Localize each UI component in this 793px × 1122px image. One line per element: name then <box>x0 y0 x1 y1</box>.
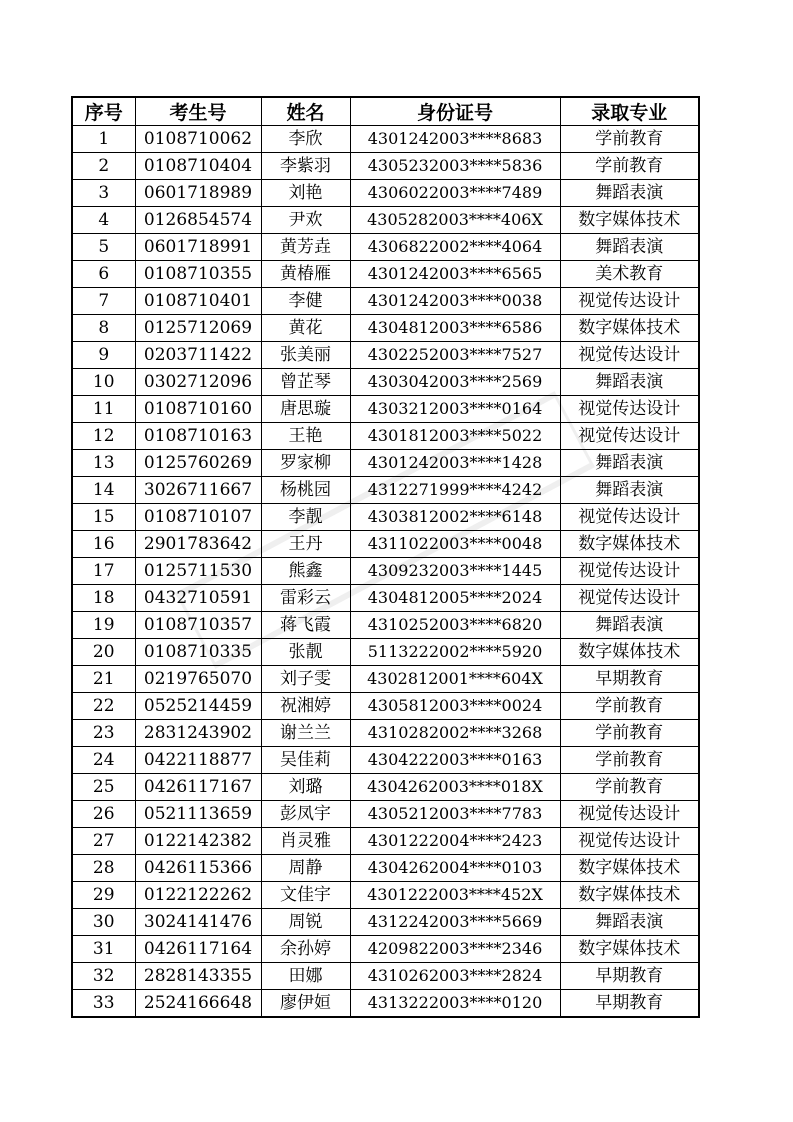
id-number-cell: 4305282003****406X <box>350 207 560 234</box>
name-cell: 田娜 <box>261 963 350 990</box>
major-cell: 舞蹈表演 <box>560 234 699 261</box>
table-row <box>72 315 699 342</box>
id-number-cell: 4310282002****3268 <box>350 720 560 747</box>
name-cell: 蒋飞霞 <box>261 612 350 639</box>
table-row <box>72 882 699 909</box>
name-cell: 彭凤宇 <box>261 801 350 828</box>
serial-number-cell: 14 <box>72 477 135 504</box>
table-row <box>72 612 699 639</box>
candidate-number-cell: 0108710404 <box>135 153 261 180</box>
table-row <box>72 531 699 558</box>
table-row <box>72 693 699 720</box>
table-row <box>72 963 699 990</box>
serial-number-cell: 2 <box>72 153 135 180</box>
table-row <box>72 909 699 936</box>
major-cell: 早期教育 <box>560 666 699 693</box>
candidate-number-cell: 0422118877 <box>135 747 261 774</box>
major-cell: 视觉传达设计 <box>560 585 699 612</box>
id-number-cell: 4304812003****6586 <box>350 315 560 342</box>
candidate-number-cell: 0525214459 <box>135 693 261 720</box>
name-cell: 张靓 <box>261 639 350 666</box>
name-cell: 王丹 <box>261 531 350 558</box>
major-cell: 视觉传达设计 <box>560 558 699 585</box>
name-cell: 曾芷琴 <box>261 369 350 396</box>
name-cell: 李健 <box>261 288 350 315</box>
major-cell: 学前教育 <box>560 153 699 180</box>
serial-number-cell: 1 <box>72 126 135 153</box>
major-cell: 数字媒体技术 <box>560 936 699 963</box>
major-cell: 学前教育 <box>560 720 699 747</box>
candidate-number-cell: 0125760269 <box>135 450 261 477</box>
name-cell: 罗家柳 <box>261 450 350 477</box>
major-cell: 学前教育 <box>560 693 699 720</box>
candidate-number-cell: 0108710107 <box>135 504 261 531</box>
candidate-number-cell: 0108710160 <box>135 396 261 423</box>
header-serial-number: 序号 <box>72 97 135 126</box>
candidate-number-cell: 0521113659 <box>135 801 261 828</box>
candidate-number-cell: 2828143355 <box>135 963 261 990</box>
table-header <box>72 97 699 126</box>
table-row <box>72 639 699 666</box>
serial-number-cell: 6 <box>72 261 135 288</box>
candidate-number-cell: 0108710163 <box>135 423 261 450</box>
major-cell: 美术教育 <box>560 261 699 288</box>
candidate-number-cell: 0601718989 <box>135 180 261 207</box>
candidate-number-cell: 0108710355 <box>135 261 261 288</box>
candidate-number-cell: 0432710591 <box>135 585 261 612</box>
name-cell: 张美丽 <box>261 342 350 369</box>
id-number-cell: 4301222003****452X <box>350 882 560 909</box>
serial-number-cell: 20 <box>72 639 135 666</box>
table-row <box>72 126 699 153</box>
table-row <box>72 396 699 423</box>
major-cell: 早期教育 <box>560 963 699 990</box>
major-cell: 视觉传达设计 <box>560 801 699 828</box>
candidate-number-cell: 0125711530 <box>135 558 261 585</box>
table-row <box>72 153 699 180</box>
id-number-cell: 4311022003****0048 <box>350 531 560 558</box>
header-row <box>72 97 699 126</box>
table-row <box>72 288 699 315</box>
candidate-number-cell: 0108710357 <box>135 612 261 639</box>
major-cell: 数字媒体技术 <box>560 639 699 666</box>
table-row <box>72 774 699 801</box>
id-number-cell: 4301242003****8683 <box>350 126 560 153</box>
major-cell: 视觉传达设计 <box>560 828 699 855</box>
table-row <box>72 855 699 882</box>
name-cell: 李欣 <box>261 126 350 153</box>
candidate-number-cell: 0122142382 <box>135 828 261 855</box>
serial-number-cell: 29 <box>72 882 135 909</box>
id-number-cell: 5113222002****5920 <box>350 639 560 666</box>
candidate-number-cell: 0219765070 <box>135 666 261 693</box>
candidate-number-cell: 0125712069 <box>135 315 261 342</box>
major-cell: 视觉传达设计 <box>560 423 699 450</box>
candidate-number-cell: 0601718991 <box>135 234 261 261</box>
id-number-cell: 4301222004****2423 <box>350 828 560 855</box>
major-cell: 视觉传达设计 <box>560 342 699 369</box>
serial-number-cell: 30 <box>72 909 135 936</box>
id-number-cell: 4310262003****2824 <box>350 963 560 990</box>
major-cell: 学前教育 <box>560 126 699 153</box>
serial-number-cell: 12 <box>72 423 135 450</box>
table-row <box>72 342 699 369</box>
id-number-cell: 4306822002****4064 <box>350 234 560 261</box>
header-candidate-number: 考生号 <box>135 97 261 126</box>
table-row <box>72 369 699 396</box>
serial-number-cell: 10 <box>72 369 135 396</box>
table-body <box>72 126 699 1018</box>
id-number-cell: 4301242003****1428 <box>350 450 560 477</box>
name-cell: 吴佳莉 <box>261 747 350 774</box>
table-row <box>72 666 699 693</box>
major-cell: 数字媒体技术 <box>560 315 699 342</box>
header-name: 姓名 <box>261 97 350 126</box>
candidate-number-cell: 0122122262 <box>135 882 261 909</box>
candidate-number-cell: 0126854574 <box>135 207 261 234</box>
id-number-cell: 4310252003****6820 <box>350 612 560 639</box>
table-row <box>72 423 699 450</box>
name-cell: 刘艳 <box>261 180 350 207</box>
name-cell: 刘璐 <box>261 774 350 801</box>
major-cell: 数字媒体技术 <box>560 882 699 909</box>
table-row <box>72 180 699 207</box>
id-number-cell: 4306022003****7489 <box>350 180 560 207</box>
table-row <box>72 747 699 774</box>
serial-number-cell: 32 <box>72 963 135 990</box>
name-cell: 王艳 <box>261 423 350 450</box>
serial-number-cell: 22 <box>72 693 135 720</box>
serial-number-cell: 33 <box>72 990 135 1018</box>
id-number-cell: 4304222003****0163 <box>350 747 560 774</box>
name-cell: 雷彩云 <box>261 585 350 612</box>
id-number-cell: 4312242003****5669 <box>350 909 560 936</box>
major-cell: 数字媒体技术 <box>560 207 699 234</box>
serial-number-cell: 7 <box>72 288 135 315</box>
table-row <box>72 936 699 963</box>
name-cell: 文佳宇 <box>261 882 350 909</box>
name-cell: 唐思璇 <box>261 396 350 423</box>
serial-number-cell: 15 <box>72 504 135 531</box>
id-number-cell: 4301242003****0038 <box>350 288 560 315</box>
id-number-cell: 4301242003****6565 <box>350 261 560 288</box>
major-cell: 舞蹈表演 <box>560 369 699 396</box>
admission-list-sheet <box>71 96 700 1018</box>
table-row <box>72 477 699 504</box>
id-number-cell: 4303812002****6148 <box>350 504 560 531</box>
id-number-cell: 4303212003****0164 <box>350 396 560 423</box>
id-number-cell: 4312271999****4242 <box>350 477 560 504</box>
candidate-number-cell: 3024141476 <box>135 909 261 936</box>
serial-number-cell: 11 <box>72 396 135 423</box>
serial-number-cell: 21 <box>72 666 135 693</box>
serial-number-cell: 27 <box>72 828 135 855</box>
candidate-number-cell: 0108710062 <box>135 126 261 153</box>
major-cell: 视觉传达设计 <box>560 504 699 531</box>
major-cell: 舞蹈表演 <box>560 180 699 207</box>
table-row <box>72 990 699 1018</box>
major-cell: 舞蹈表演 <box>560 477 699 504</box>
id-number-cell: 4305232003****5836 <box>350 153 560 180</box>
serial-number-cell: 24 <box>72 747 135 774</box>
name-cell: 李靓 <box>261 504 350 531</box>
id-number-cell: 4305812003****0024 <box>350 693 560 720</box>
serial-number-cell: 5 <box>72 234 135 261</box>
serial-number-cell: 18 <box>72 585 135 612</box>
serial-number-cell: 17 <box>72 558 135 585</box>
serial-number-cell: 16 <box>72 531 135 558</box>
table-row <box>72 234 699 261</box>
name-cell: 廖伊姮 <box>261 990 350 1018</box>
serial-number-cell: 26 <box>72 801 135 828</box>
table-row <box>72 450 699 477</box>
table-row <box>72 720 699 747</box>
major-cell: 学前教育 <box>560 774 699 801</box>
table-row <box>72 207 699 234</box>
table-row <box>72 261 699 288</box>
serial-number-cell: 4 <box>72 207 135 234</box>
table-row <box>72 558 699 585</box>
header-admitted-major: 录取专业 <box>560 97 699 126</box>
name-cell: 熊鑫 <box>261 558 350 585</box>
name-cell: 肖灵雅 <box>261 828 350 855</box>
name-cell: 刘子雯 <box>261 666 350 693</box>
name-cell: 周静 <box>261 855 350 882</box>
name-cell: 余孙婷 <box>261 936 350 963</box>
serial-number-cell: 19 <box>72 612 135 639</box>
name-cell: 杨桃园 <box>261 477 350 504</box>
serial-number-cell: 25 <box>72 774 135 801</box>
id-number-cell: 4302812001****604X <box>350 666 560 693</box>
id-number-cell: 4304262003****018X <box>350 774 560 801</box>
admission-table <box>71 96 700 1018</box>
id-number-cell: 4304262004****0103 <box>350 855 560 882</box>
candidate-number-cell: 2524166648 <box>135 990 261 1018</box>
name-cell: 黄芳垚 <box>261 234 350 261</box>
table-row <box>72 585 699 612</box>
table-row <box>72 801 699 828</box>
serial-number-cell: 13 <box>72 450 135 477</box>
id-number-cell: 4309232003****1445 <box>350 558 560 585</box>
candidate-number-cell: 0108710335 <box>135 639 261 666</box>
major-cell: 视觉传达设计 <box>560 396 699 423</box>
serial-number-cell: 8 <box>72 315 135 342</box>
candidate-number-cell: 2831243902 <box>135 720 261 747</box>
major-cell: 数字媒体技术 <box>560 531 699 558</box>
serial-number-cell: 23 <box>72 720 135 747</box>
name-cell: 周锐 <box>261 909 350 936</box>
name-cell: 李紫羽 <box>261 153 350 180</box>
major-cell: 数字媒体技术 <box>560 855 699 882</box>
major-cell: 舞蹈表演 <box>560 450 699 477</box>
name-cell: 祝湘婷 <box>261 693 350 720</box>
table-row <box>72 504 699 531</box>
id-number-cell: 4303042003****2569 <box>350 369 560 396</box>
serial-number-cell: 31 <box>72 936 135 963</box>
id-number-cell: 4305212003****7783 <box>350 801 560 828</box>
name-cell: 黄花 <box>261 315 350 342</box>
candidate-number-cell: 0426117167 <box>135 774 261 801</box>
id-number-cell: 4313222003****0120 <box>350 990 560 1018</box>
serial-number-cell: 28 <box>72 855 135 882</box>
candidate-number-cell: 3026711667 <box>135 477 261 504</box>
id-number-cell: 4304812005****2024 <box>350 585 560 612</box>
candidate-number-cell: 2901783642 <box>135 531 261 558</box>
candidate-number-cell: 0426115366 <box>135 855 261 882</box>
name-cell: 黄椿雁 <box>261 261 350 288</box>
serial-number-cell: 9 <box>72 342 135 369</box>
header-id-number: 身份证号 <box>350 97 560 126</box>
table-row <box>72 828 699 855</box>
name-cell: 尹欢 <box>261 207 350 234</box>
id-number-cell: 4209822003****2346 <box>350 936 560 963</box>
major-cell: 舞蹈表演 <box>560 909 699 936</box>
major-cell: 早期教育 <box>560 990 699 1018</box>
major-cell: 舞蹈表演 <box>560 612 699 639</box>
candidate-number-cell: 0426117164 <box>135 936 261 963</box>
serial-number-cell: 3 <box>72 180 135 207</box>
candidate-number-cell: 0203711422 <box>135 342 261 369</box>
major-cell: 学前教育 <box>560 747 699 774</box>
name-cell: 谢兰兰 <box>261 720 350 747</box>
major-cell: 视觉传达设计 <box>560 288 699 315</box>
id-number-cell: 4302252003****7527 <box>350 342 560 369</box>
id-number-cell: 4301812003****5022 <box>350 423 560 450</box>
candidate-number-cell: 0108710401 <box>135 288 261 315</box>
candidate-number-cell: 0302712096 <box>135 369 261 396</box>
